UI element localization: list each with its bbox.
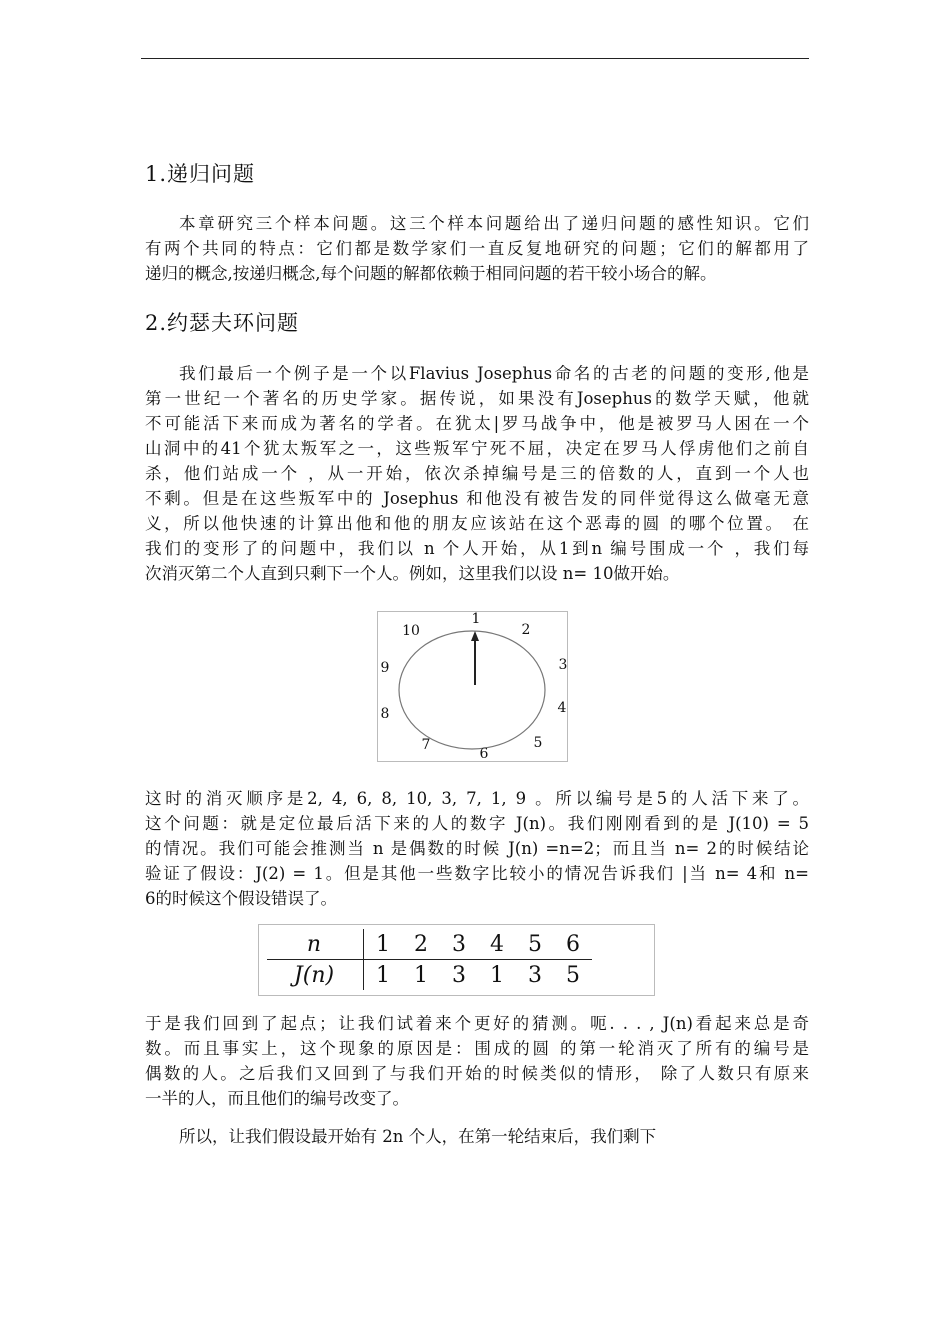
position-label: 8: [380, 706, 390, 722]
table-cell: 3: [528, 962, 542, 988]
paragraph-line: 所以，让我们假设最开始有 2n 个人，在第一轮结束后，我们剩下: [179, 1127, 657, 1146]
position-label: 7: [421, 737, 431, 753]
table-cell: 1: [490, 962, 504, 988]
position-label: 2: [521, 622, 531, 638]
position-label: 3: [558, 657, 567, 673]
paragraph-line: 验证了假设：J(2) = 1。但是其他一些数字比较小的情况告诉我们 |当 n= 4和 n=: [145, 864, 809, 883]
paragraph-line: 第一世纪一个著名的历史学家。据传说，如果没有Josephus的数学天赋，他就: [145, 389, 809, 408]
table-row: [267, 929, 592, 960]
after-table-paragraph: [145, 1011, 809, 1111]
position-label: 10: [402, 623, 420, 639]
josephus-values-table: [258, 924, 655, 996]
paragraph-line: 递归的概念,按递归概念,每个问题的解都依赖于相同问题的若干较小场合的解。: [145, 264, 717, 283]
position-label: 9: [380, 660, 390, 676]
table-cell: 1: [364, 929, 403, 960]
values-table: [267, 929, 592, 990]
circle-outline: [399, 631, 545, 749]
paragraph-line: 杀，他们站成一个 ，从一开始，依次杀掉编号是三的倍数的人，直到一个人也: [145, 464, 809, 483]
paragraph-line: 偶数的人。之后我们又回到了与我们开始的时候类似的情形， 除了人数只有原来: [145, 1064, 809, 1083]
header-rule: [141, 58, 809, 59]
section-2-heading: 2.约瑟夫环问题: [145, 311, 300, 335]
section-1-paragraph: [145, 211, 809, 286]
table-cell: 4: [478, 929, 516, 960]
paragraph-line: 这个问题：就是定位最后活下来的人的数字 J(n)。我们刚刚看到的是 J(10) = 5: [145, 814, 809, 833]
position-label: 6: [479, 746, 489, 761]
circle-diagram: [378, 612, 567, 761]
section-2-paragraph: [145, 361, 809, 586]
paragraph-line: 山洞中的41个犹太叛军之一，这些叛军宁死不屈，决定在罗马人俘虏他们之前自: [145, 439, 809, 458]
paragraph-line: 这时的消灭顺序是2, 4, 6, 8, 10, 3, 7, 1, 9 。所以编号是5的人活下来了。: [145, 789, 809, 808]
paragraph-line: 于是我们回到了起点；让我们试着来个更好的猜测。呃. . . , J(n)看起来总是奇: [145, 1014, 809, 1033]
after-figure-paragraph: [145, 786, 809, 911]
paragraph-line: 数。而且事实上，这个现象的原因是：围成的圆 的第一轮消灭了所有的编号是: [145, 1039, 809, 1058]
table-cell: 1: [414, 962, 428, 988]
arrow-head-icon: [471, 631, 479, 641]
paragraph-line: 我们最后一个例子是一个以Flavius Josephus命名的古老的问题的变形,他是: [179, 364, 809, 383]
position-label: 5: [533, 735, 543, 751]
table-cell: 3: [452, 962, 466, 988]
paragraph-line: 本章研究三个样本问题。这三个样本问题给出了递归问题的感性知识。它们: [179, 214, 809, 233]
table-row-header: J(n): [267, 960, 364, 991]
table-cell: 3: [440, 929, 478, 960]
table-row-header: n: [267, 929, 364, 960]
table-row: [267, 960, 592, 991]
paragraph-line: 的情况。我们可能会推测当 n 是偶数的时候 J(n) =n=2；而且当 n= 2的时候结论: [145, 839, 809, 858]
table-cell: 1: [376, 962, 390, 988]
position-label: 1: [471, 612, 481, 627]
josephus-circle-figure: [377, 611, 568, 762]
table-cell: 6: [554, 929, 592, 960]
position-label: 4: [557, 700, 567, 716]
paragraph-line: 不剩。但是在这些叛军中的 Josephus 和他没有被告发的同伴觉得这么做毫无意: [145, 489, 809, 508]
table-cell: 5: [566, 962, 580, 988]
paragraph-line: 6的时候这个假设错误了。: [145, 889, 337, 908]
paragraph-line: 不可能活下来而成为著名的学者。在犹太|罗马战争中，他是被罗马人困在一个: [145, 414, 809, 433]
table-cell: 5: [516, 929, 554, 960]
paragraph-line: 有两个共同的特点：它们都是数学家们一直反复地研究的问题；它们的解都用了: [145, 239, 809, 258]
paragraph-line: 一半的人，而且他们的编号改变了。: [145, 1089, 409, 1108]
table-cell: 2: [402, 929, 440, 960]
paragraph-line: 次消灭第二个人直到只剩下一个人。例如，这里我们以设 n= 10做开始。: [145, 564, 680, 583]
paragraph-line: 我们的变形了的问题中，我们以 n 个人开始，从1到n 编号围成一个 ，我们每: [145, 539, 809, 558]
section-1-heading: 1.递归问题: [145, 162, 256, 186]
paragraph-line: 义，所以他快速的计算出他和他的朋友应该站在这个恶毒的圆 的哪个位置。 在: [145, 514, 809, 533]
final-paragraph: [145, 1124, 809, 1149]
